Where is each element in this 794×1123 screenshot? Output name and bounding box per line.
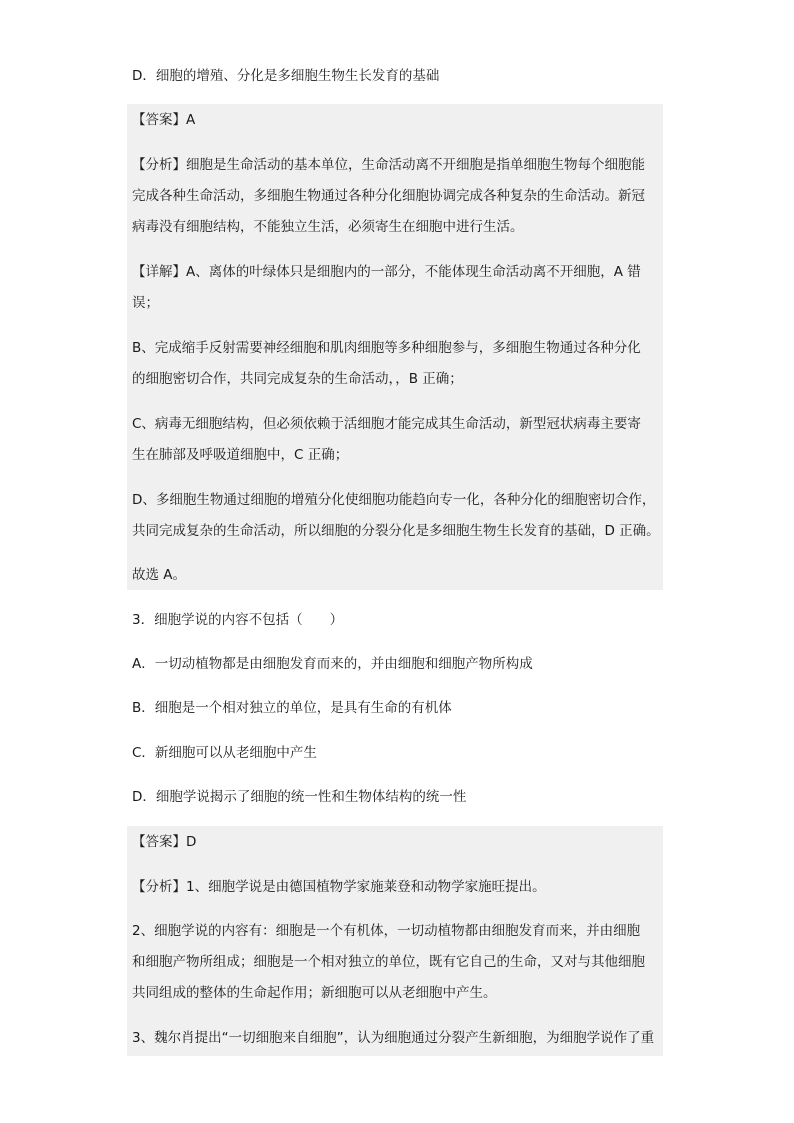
- q3-option-c: C．新细胞可以从老细胞中产生: [132, 745, 317, 761]
- q2-detail-b-line-2: 的细胞密切合作，共同完成复杂的生命活动，，B 正确；: [132, 371, 463, 387]
- q2-detail-a-line-2: 误；: [132, 295, 159, 311]
- q2-detail-d-line-1: D、多细胞生物通过细胞的增殖分化使细胞功能趋向专一化，各种分化的细胞密切合作，: [132, 492, 656, 508]
- q2-analysis-line-2: 完成各种生命活动，多细胞生物通过各种分化细胞协调完成各种复杂的生命活动。新冠: [132, 188, 645, 204]
- q3-option-a: A．一切动植物都是由细胞发育而来的，并由细胞和细胞产物所构成: [132, 656, 533, 672]
- q3-answer: 【答案】D: [132, 834, 197, 850]
- q2-detail-b-line-1: B、完成缩手反射需要神经细胞和肌肉细胞等多种细胞参与，多细胞生物通过各种分化: [132, 340, 641, 356]
- q3-option-b: B．细胞是一个相对独立的单位，是具有生命的有机体: [132, 700, 452, 716]
- q3-analysis-1: 【分析】1、细胞学说是由德国植物学家施莱登和动物学家施旺提出。: [132, 879, 546, 895]
- q3-option-d: D．细胞学说揭示了细胞的统一性和生物体结构的统一性: [132, 789, 467, 805]
- q2-conclusion: 故选 A。: [132, 567, 187, 583]
- q3-analysis-2-line-3: 共同组成的整体的生命起作用；新细胞可以从老细胞中产生。: [132, 985, 497, 1001]
- answer-block-q3: [127, 826, 663, 1056]
- q2-analysis-line-3: 病毒没有细胞结构，不能独立生活，必须寄生在细胞中进行生活。: [132, 219, 524, 235]
- q2-detail-d-line-2: 共同完成复杂的生命活动，所以细胞的分裂分化是多细胞生物生长发育的基础，D 正确。: [132, 523, 660, 539]
- q3-analysis-2-line-1: 2、细胞学说的内容有：细胞是一个有机体，一切动植物都由细胞发育而来，并由细胞: [132, 923, 641, 939]
- q2-detail-c-line-1: C、病毒无细胞结构，但必须依赖于活细胞才能完成其生命活动，新型冠状病毒主要寄: [132, 416, 641, 432]
- q2-option-d: D．细胞的增殖、分化是多细胞生物生长发育的基础: [132, 68, 440, 84]
- q2-answer: 【答案】A: [132, 112, 196, 128]
- q3-analysis-2-line-2: 和细胞产物所组成；细胞是一个相对独立的单位，既有它自己的生命，又对与其他细胞: [132, 954, 645, 970]
- q3-analysis-3: 3、魏尔肖提出“一切细胞来自细胞”，认为细胞通过分裂产生新细胞，为细胞学说作了重: [132, 1030, 655, 1046]
- q3-stem: 3．细胞学说的内容不包括（ ）: [132, 612, 344, 628]
- q2-detail-a-line-1: 【详解】A、离体的叶绿体只是细胞内的一部分，不能体现生命活动离不开细胞，A 错: [132, 264, 641, 280]
- q2-analysis-line-1: 【分析】细胞是生命活动的基本单位，生命活动离不开细胞是指单细胞生物每个细胞能: [132, 157, 645, 173]
- q2-detail-c-line-2: 生在肺部及呼吸道细胞中，C 正确；: [132, 447, 349, 463]
